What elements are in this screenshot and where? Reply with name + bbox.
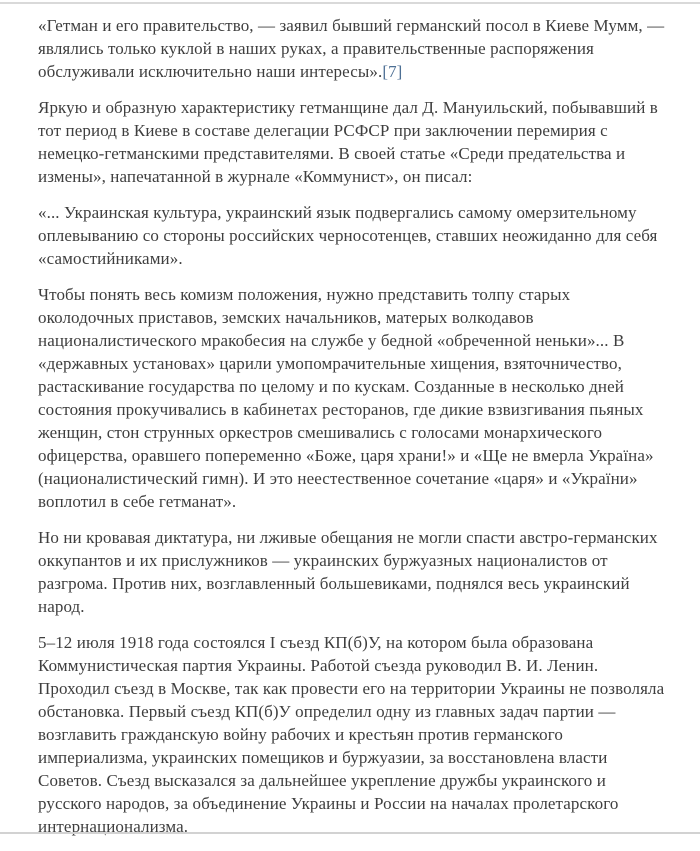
paragraph-text: Яркую и образную характеристику гетманщине дал Д. Мануильский, побывавший в тот период в Киеве в составе делегации РСФСР при заключении перемирия с немецко-гетманскими представителями. В своей статье «Среди предательства и измены», напечатанной в журнале «Коммунист», он писал: — [38, 98, 658, 186]
paragraph-text: Но ни кровавая диктатура, ни лживые обещания не могли спасти австро-германских оккупантов и их прислужников — украинских буржуазных националистов от разгрома. Против них, возглавленный большевиками, поднялся весь украинский народ. — [38, 528, 658, 616]
paragraph-text: 5–12 июля 1918 года состоялся I съезд КП(б)У, на котором была образована Коммунистическая партия Украины. Работой съезда руководил В. И. Ленин. Проходил съезд в Москве, так как провести его на территории Украины не позволяла обстановка. Первый съезд КП(б)У определил одну из главных задач партии — возглавить гражданскую войну рабочих и крестьян против германского империализма, украинских помещиков и буржуазии, за восстановлена власти Советов. Съезд высказался за дальнейшее укрепление дружбы украинского и русского народов, за объединение Украины и России на началах пролетарского интернационализма. — [38, 633, 665, 836]
paragraph-text: Чтобы понять весь комизм положения, нужно представить толпу старых околодочных приставов, земских начальников, матерых волкодавов националистического мракобесия на службе у бедной «обреченной неньки»... В «державных установах» царили умопомрачительные хищения, взяточничество, растаскивание государства по целому и по кускам. Созданные в несколько дней состояния прокучивались в кабинетах ресторанов, где дикие взвизгивания пьяных женщин, стон струнных оркестров смешивались с голосами монархического офицерства, оравшего попеременно «Боже, царя храни!» и «Ще не вмерла Україна» (националистический гимн). И это неестественное сочетание «царя» и «України» воплотил в себе гетманат». — [38, 285, 654, 511]
paragraph-text: «... Украинская культура, украинский язык подвергались самому омерзительному оплевыванию со стороны российских черносотенцев, ставших неожиданно для себя «самостийниками». — [38, 203, 658, 268]
paragraph-quote-mumm — [38, 14, 666, 83]
paragraph-text: «Гетман и его правительство, — заявил бывший германский посол в Киеве Мумм, — являлись только куклой в наших руках, а правительственные распоряжения обслуживали исключительно наши интересы». — [38, 16, 665, 81]
paragraph-komizm — [38, 283, 666, 513]
paragraph-dictatorship — [38, 526, 666, 618]
paragraph-manuilsky-intro — [38, 96, 666, 188]
bottom-divider — [0, 832, 700, 834]
footnote-link-7[interactable]: [7] — [382, 62, 403, 81]
paragraph-ukrainian-culture — [38, 201, 666, 270]
paragraph-congress-1918 — [38, 631, 666, 838]
